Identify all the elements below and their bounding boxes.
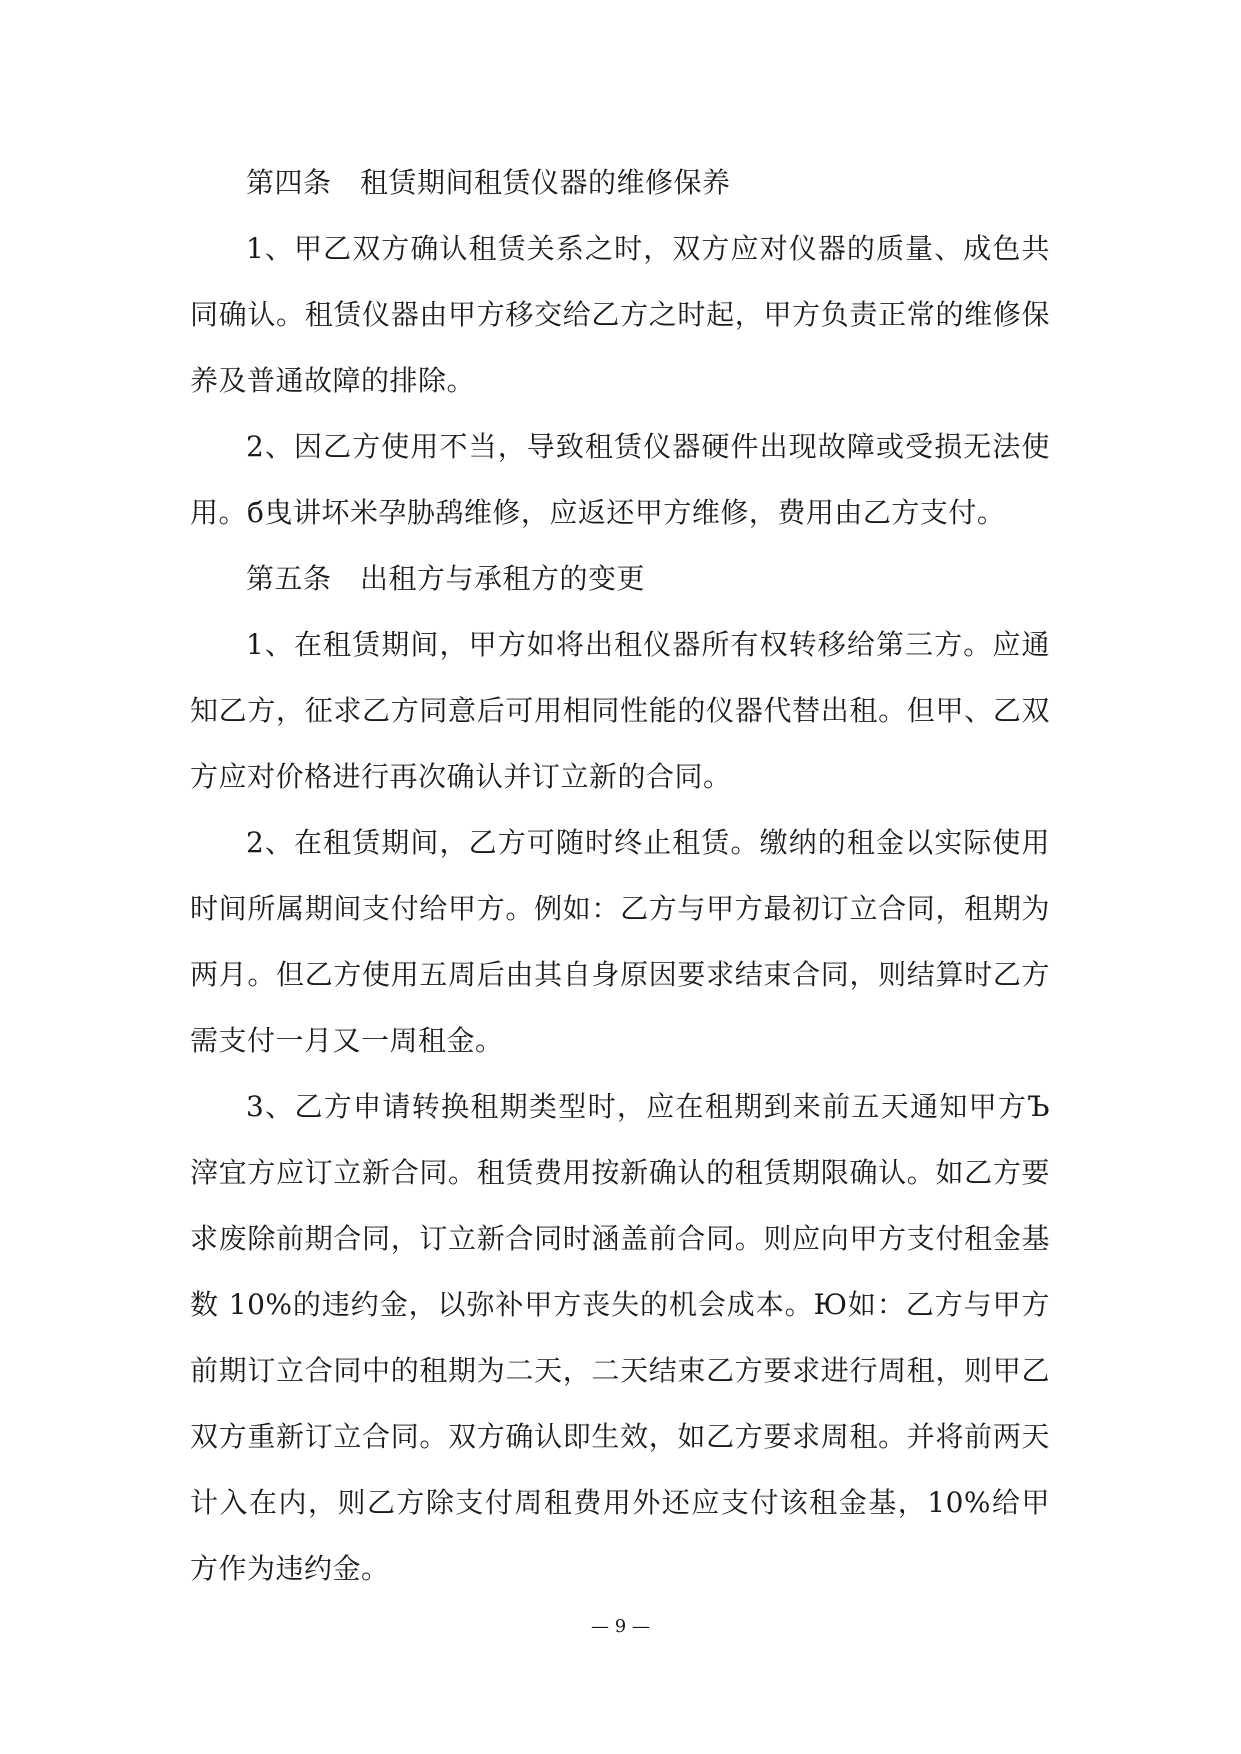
article-5-clause-3: 3、乙方申请转换租期类型时，应在租期到来前五天通知甲方Ъ滓宜方应订立新合同。租赁费用按新确认的租赁期限确认。如乙方要求废除前期合同，订立新合同时涵盖前合同。则应向甲方支付租金基数 10%的违约金，以弥补甲方丧失的机会成本。Ю如：乙方与甲方前期订立合同中的租期为二天，二天结束乙方要求进行周租，则甲乙双方重新订立合同。双方确认即生效，如乙方要求周租。并将前两天计入在内，则乙方除支付周租费用外还应支付该租金基，10%给甲方作为违约金。 [190,1090,1050,1585]
page-number: — 9 — [591,1616,650,1637]
document-body [190,150,1050,1602]
article-4-clause-2: 2、因乙方使用不当，导致租赁仪器硬件出现故障或受损无法使用。б曳讲坏米孕胁鸹维修，应返还甲方维修，费用由乙方支付。 [190,430,1050,529]
article-4-heading: 第四条 租赁期间租赁仪器的维修保养 [246,166,731,199]
article-4-clause-1: 1、甲乙双方确认租赁关系之时，双方应对仪器的质量、成色共同确认。租赁仪器由甲方移交给乙方之时起，甲方负责正常的维修保养及普通故障的排除。 [190,232,1050,397]
article-5-heading: 第五条 出租方与承租方的变更 [246,562,646,595]
article-5-clause-1: 1、在租赁期间，甲方如将出租仪器所有权转移给第三方。应通知乙方，征求乙方同意后可用相同性能的仪器代替出租。但甲、乙双方应对价格进行再次确认并订立新的合同。 [190,628,1050,793]
article-5-clause-2: 2、在租赁期间，乙方可随时终止租赁。缴纳的租金以实际使用时间所属期间支付给甲方。例如：乙方与甲方最初订立合同，租期为两月。但乙方使用五周后由其自身原因要求结束合同，则结算时乙方需支付一月又一周租金。 [190,826,1050,1057]
